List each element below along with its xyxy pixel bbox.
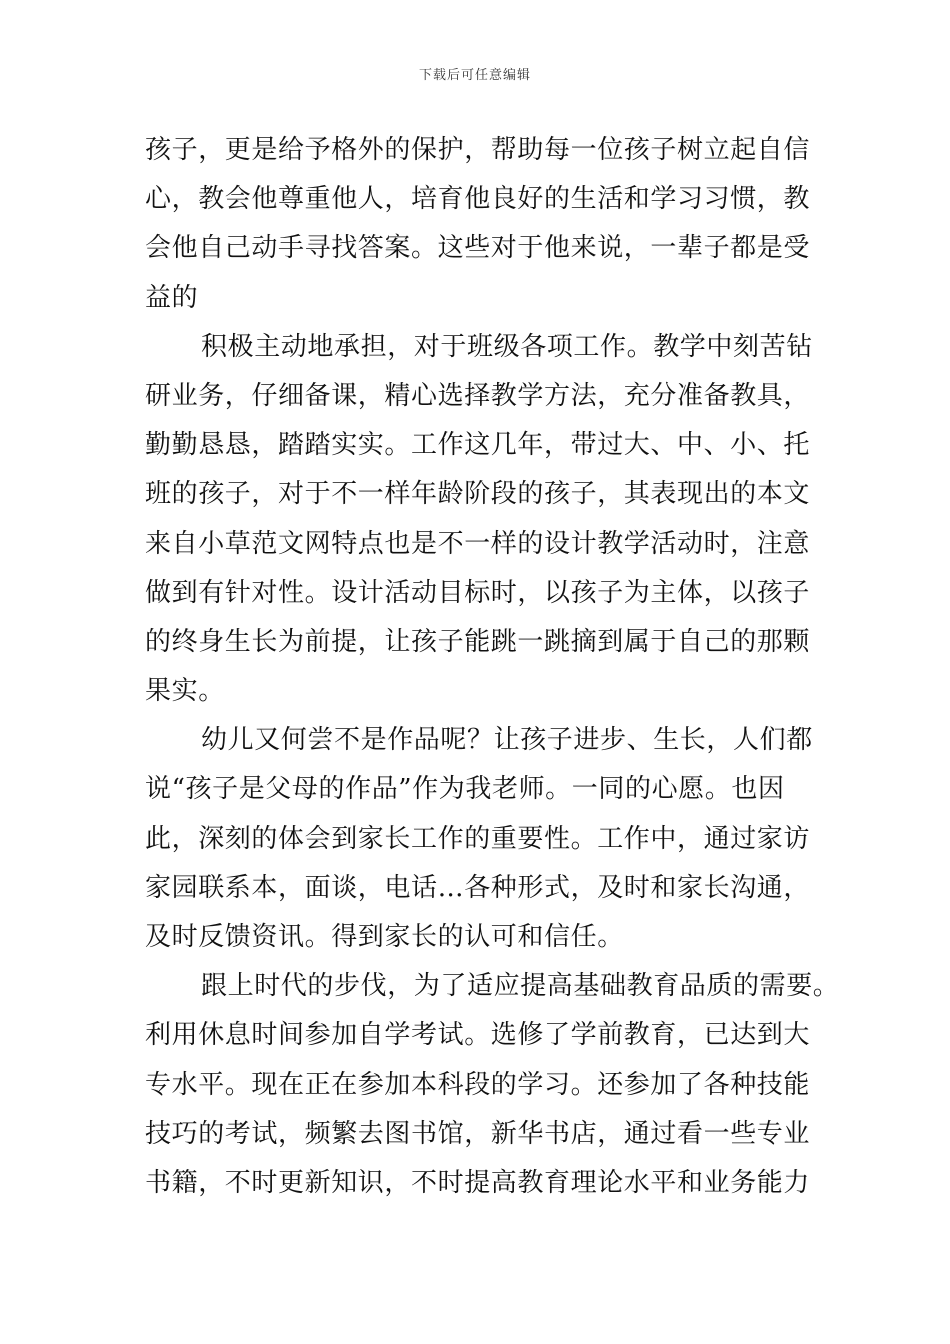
text-line-4: 益的	[145, 282, 199, 313]
text-line-21: 技巧的考试，频繁去图书馆，新华书店，通过看一些专业	[145, 1118, 811, 1149]
page-header: 下载后可任意编辑	[418, 68, 531, 83]
text-line-1: 孩子，更是给予格外的保护，帮助每一位孩子树立起自信	[145, 135, 811, 165]
text-line-3: 会他自己动手寻找答案。这些对于他来说，一辈子都是受	[145, 233, 811, 264]
text-line-15: 此，深刻的体会到家长工作的重要性。工作中，通过家访	[145, 823, 811, 854]
text-line-9: 来自小草范文网特点也是不一样的设计教学活动时，注意	[145, 528, 811, 559]
text-line-6: 研业务，仔细备课，精心选择教学方法，充分准备教具，	[145, 380, 811, 411]
text-line-20: 专水平。现在正在参加本科段的学习。还参加了各种技能	[145, 1069, 811, 1100]
text-line-5: 积极主动地承担，对于班级各项工作。教学中刻苦钻	[201, 331, 813, 362]
text-line-14: 说“孩子是父母的作品”作为我老师。一同的心愿。也因	[145, 774, 785, 805]
text-line-19: 利用休息时间参加自学考试。选修了学前教育，已达到大	[145, 1020, 811, 1051]
text-line-13: 幼儿又何尝不是作品呢？让孩子进步、生长，人们都	[201, 725, 813, 756]
text-line-7: 勤勤恳恳，踏踏实实。工作这几年，带过大、中、小、托	[145, 430, 811, 461]
text-line-22: 书籍，不时更新知识，不时提高教育理论水平和业务能力	[145, 1167, 811, 1198]
text-line-18: 跟上时代的步伐，为了适应提高基础教育品质的需要。	[201, 971, 840, 1002]
text-line-10: 做到有针对性。设计活动目标时，以孩子为主体，以孩子	[145, 577, 811, 608]
document-body	[145, 126, 840, 1208]
text-line-16: 家园联系本，面谈，电话…各种形式，及时和家长沟通，	[145, 872, 811, 903]
text-line-11: 的终身生长为前提，让孩子能跳一跳摘到属于自己的那颗	[145, 626, 811, 657]
text-line-17: 及时反馈资讯。得到家长的认可和信任。	[145, 922, 624, 952]
text-line-8: 班的孩子，对于不一样年龄阶段的孩子，其表现出的本文	[145, 479, 811, 510]
text-line-2: 心，教会他尊重他人，培育他良好的生活和学习习惯，教	[145, 184, 811, 215]
text-line-12: 果实。	[145, 676, 225, 707]
